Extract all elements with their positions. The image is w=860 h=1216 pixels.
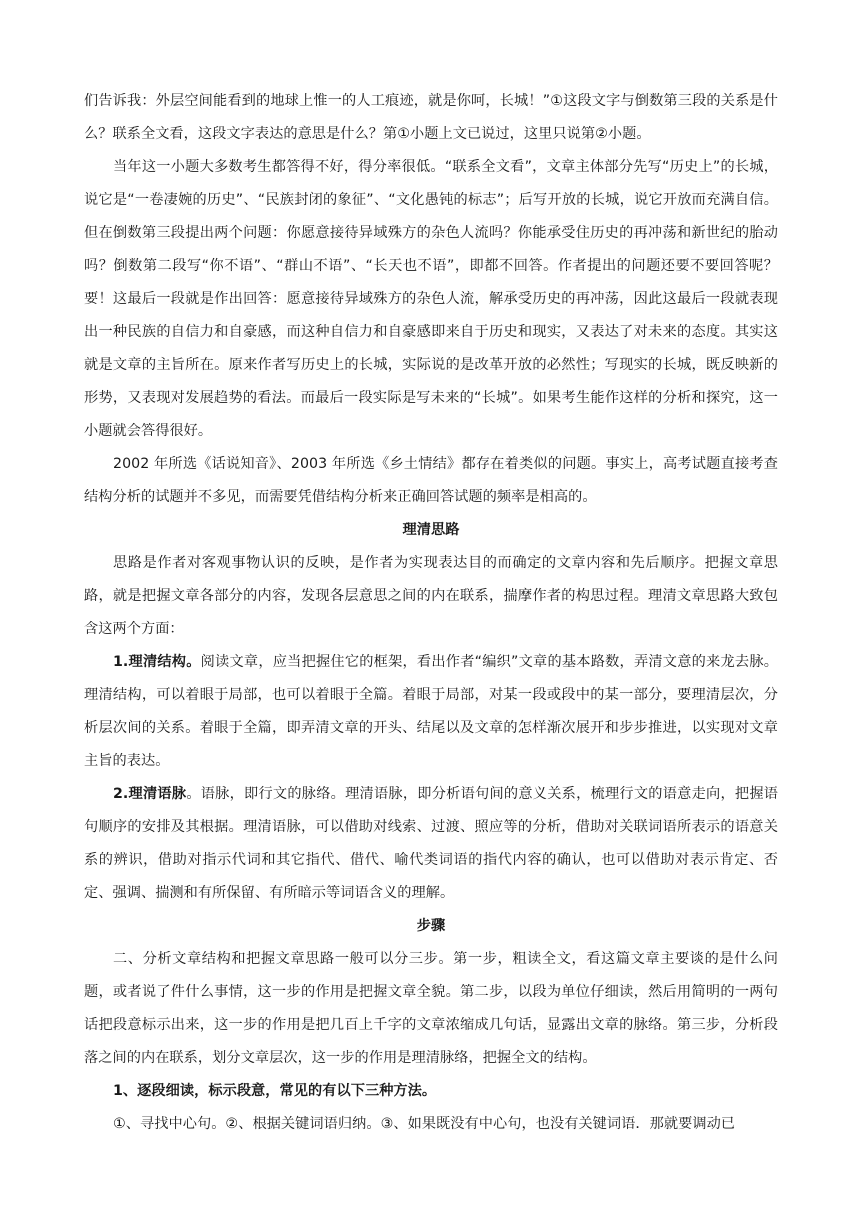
- context-body: 。语脉，即行文的脉络。理清语脉，即分析语句间的意义关系，梳理行文的语意走向，把握语句顺序的安排及其根据。理清语脉，可以借助对线索、过渡、照应等的分析，借助对关联词语所表示的语意关系的辨识，借助对指示代词和其它指代、借代、喻代类词语的指代内容的确认，也可以借助对表示肯定、否定、强调、揣测和有所保留、有所暗示等词语含义的理解。: [84, 786, 778, 901]
- paragraph-analysis: 当年这一小题大多数考生都答得不好，得分率很低。“联系全文看”，文章主体部分先写“历史上”的长城，说它是“一卷凄婉的历史”、“民族封闭的象征”、“文化愚钝的标志”；后写开放的长城，说它开放而充满自信。但在倒数第三段提出两个问题：你愿意接待异域殊方的杂色人流吗？你能承受住历史的再冲荡和新世纪的胎动吗？倒数第二段写“你不语”、“群山不语”、“长天也不语”，即都不回答。作者提出的问题还要不要回答呢？要！这最后一段就是作出回答：愿意接待异域殊方的杂色人流，解承受历史的再冲荡，因此这最后一段就表现出一种民族的自信力和自豪感，而这种自信力和自豪感即来自于历史和现实，又表达了对未来的态度。其实这就是文章的主旨所在。原来作者写历史上的长城，实际说的是改革开放的必然性；写现实的长城，既反映新的形势，又表现对发展趋势的看法。而最后一段实际是写未来的“长城”。如果考生能作这样的分析和探究，这一小题就会答得很好。: [84, 159, 778, 439]
- paragraph-intro-quote: 们告诉我：外层空间能看到的地球上惟一的人工痕迹，就是你呵，长城！”①这段文字与倒数第三段的关系是什么？联系全文看，这段文字表达的意思是什么？第①小题上文已说过，这里只说第②小题。: [84, 93, 778, 142]
- paragraph-methods: ①、寻找中心句。②、根据关键词语归纳。③、如果既没有中心句，也没有关键词语．那就要调动已: [113, 1116, 736, 1132]
- section-heading-thinking: 理清思路: [402, 522, 460, 538]
- lead-context: 2.理清语脉: [113, 786, 187, 802]
- paragraph-steps: 二、分析文章结构和把握文章思路一般可以分三步。第一步，粗读全文，看这篇文章主要谈的是什么问题，或者说了件什么事情，这一步的作用是把握文章全貌。第二步，以段为单位仔细读，然后用简明的一两句话把段意标示出来，这一步的作用是把几百上千字的文章浓缩成几句话，显露出文章的脉络。第三步，分析段落之间的内在联系，划分文章层次，这一步的作用是理清脉络，把握全文的结构。: [84, 951, 778, 1066]
- structure-body: 阅读文章，应当把握住它的框架，看出作者“编织”文章的基本路数，弄清文意的来龙去脉。理清结构，可以着眼于局部，也可以着眼于全篇。着眼于局部，对某一段或段中的某一部分，要理清层次，分析层次间的关系。着眼于全篇，即弄清文章的开头、结尾以及文章的怎样渐次展开和步步推进，以实现对文章主旨的表达。: [84, 654, 778, 769]
- paragraph-method-title: [84, 1075, 778, 1108]
- paragraph-structure: [84, 646, 778, 778]
- section-heading-steps: 步骤: [416, 918, 446, 934]
- paragraph-exam-years: 2002 年所选《话说知音》、2003 年所选《乡土情结》都存在着类似的问题。事实上，高考试题直接考查结构分析的试题并不多见，而需要凭借结构分析来正确回答试题的频率是相高的。: [84, 456, 778, 505]
- lead-structure: 1.理清结构。: [113, 654, 201, 670]
- method-title-text: 1、逐段细读，标示段意，常见的有以下三种方法。: [113, 1083, 437, 1099]
- paragraph-thinking-definition: 思路是作者对客观事物认识的反映，是作者为实现表达目的而确定的文章内容和先后顺序。把握文章思路，就是把握文章各部分的内容，发现各层意思之间的内在联系，揣摩作者的构思过程。理清文章思路大致包含这两个方面：: [84, 555, 778, 637]
- paragraph-context: [84, 778, 778, 910]
- document-page: [84, 0, 778, 1141]
